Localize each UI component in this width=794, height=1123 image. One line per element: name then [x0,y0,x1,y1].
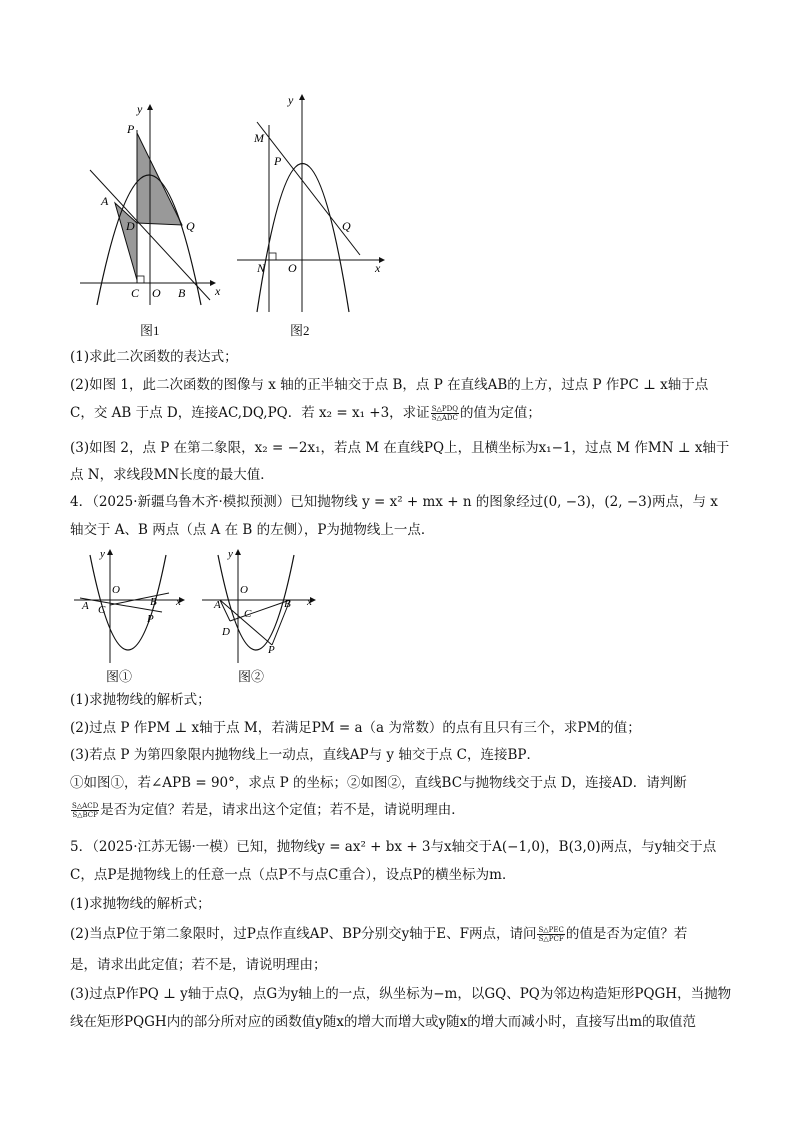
fraction-pdq-adc: $\frac{\text{S△PDQ}}{\text{S△ADC}}$ [431,405,458,422]
figure-4-caption: 图② [238,669,265,684]
label-o: O [288,261,297,275]
label-n: N [257,261,266,275]
q4-part3-sub-cont: $\frac{\text{S△ACD}}{\text{S△BCP}}$ 是否为定值？若是，请求出这个定值；若不是，请说明理由． [72,802,465,819]
label-a: A [101,194,109,208]
label-p: P [147,613,154,625]
fraction-pec-pcf: $\frac{\text{S△PEC}}{\text{S△PCF}}$ [538,926,564,943]
figure-3-caption: 图① [106,669,133,684]
figure-3 [72,545,197,669]
q3-part1: (1)求此二次函数的表达式； [70,349,238,365]
figure-1 [75,95,225,314]
label-a: A [82,600,89,612]
line-ap [220,600,272,645]
label-m: M [254,131,264,145]
label-p: P [274,154,282,168]
q4-part2: (2)过点 P 作PM ⊥ x轴于点 M，若满足PM = a（a 为常数）的点有且只有三个，求PM的值； [70,720,641,736]
figure-4 [200,545,325,669]
label-p: P [268,644,275,656]
q5-stem: 5．（2025·江苏无锡·一模）已知，抛物线y = ax² + bx + 3与x轴交于A(−1,0)，B(3,0)两点，与y轴交于点 [70,839,717,855]
label-q: Q [342,219,351,233]
label-x: x [215,284,221,298]
triangle-adc [115,203,137,280]
label-o: O [112,584,120,596]
label-x: x [375,261,381,275]
q4-part3-sub: ①如图①，若∠APB = 90°，求点 P 的坐标；②如图②，直线BC与抛物线交于点 D，连接AD．请判断 [70,775,687,791]
fraction-acd-bcp: $\frac{\text{S△ACD}}{\text{S△BCP}}$ [72,802,99,819]
figure-2-diagram [232,90,392,315]
label-q: Q [186,219,195,233]
label-c: C [98,604,106,616]
label-c: C [131,286,140,300]
q5-stem-cont: C，点P是抛物线上的任意一点（点P不与点C重合），设点P的横坐标为m． [70,867,516,883]
label-c: C [244,608,252,620]
label-o: O [152,286,161,300]
label-d: D [222,626,230,638]
label-d: D [126,219,135,233]
label-y: y [100,548,105,560]
figure-2 [232,90,392,319]
label-y: y [137,102,143,116]
label-b: B [150,596,157,608]
figure-1-caption: 图1 [140,323,160,338]
q5-part1: (1)求抛物线的解析式； [70,896,211,912]
q3-part3: (3)如图 2，点 P 在第二象限，x₂ = −2x₁，若点 M 在直线PQ上，且横坐标为x₁−1，过点 M 作MN ⊥ x轴于 [70,440,730,456]
label-b: B [178,286,186,300]
line-pq [257,122,360,255]
label-b: B [284,598,291,610]
triangle-pdq [137,133,182,225]
label-a: A [214,599,221,611]
right-angle-mark [269,253,276,260]
figure-3-diagram [72,545,197,665]
parabola [257,164,349,313]
figure-4-diagram [200,545,325,665]
q3-part2-cont: C，交 AB 于点 D，连接AC,DQ,PQ．若 x₂ = x₁ +3，求证 $\frac{\text{S△PDQ}}{\text{S△ADC}}$ 的值为定值； [70,405,541,422]
label-p: P [127,122,135,136]
line-ad [220,600,230,621]
q5-part3-cont: 线在矩形PQGH内的部分所对应的函数值y随x的增大而增大或y随x的增大而减小时，直接写出m的取值范 [70,1014,696,1030]
q5-part2: (2)当点P位于第二象限时，过P点作直线AP、BP分别交y轴于E、F两点，请问 $\frac{\text{S△PEC}}{\text{S△PCF}}$ 的值是否为定值？若 [70,926,688,943]
q3-part3-cont: 点 N，求线段MN长度的最大值． [70,467,274,483]
label-y: y [228,548,233,560]
figure-1-diagram [75,95,225,310]
q4-stem-cont: 轴交于 A、B 两点（点 A 在 B 的左侧），P为抛物线上一点． [70,522,435,538]
q4-part3: (3)若点 P 为第四象限内抛物线上一动点，直线AP与 y 轴交于点 C，连接BP． [70,747,540,763]
figure-2-caption: 图2 [290,323,310,338]
q4-stem: 4．（2025·新疆乌鲁木齐·模拟预测）已知抛物线 y = x² + mx + n 的图象经过(0, −3)，(2, −3)两点，与 x [70,494,718,510]
label-x: x [307,596,312,608]
right-angle-mark [137,276,144,283]
label-x: x [176,596,181,608]
q5-part3: (3)过点P作PQ ⊥ y轴于点Q，点G为y轴上的一点，纵坐标为−m，以GQ、PQ为邻边构造矩形PQGH，当抛物 [70,986,732,1002]
q5-part2-cont: 是，请求出此定值；若不是，请说明理由； [70,957,327,973]
label-y: y [288,93,294,107]
q4-part1: (1)求抛物线的解析式； [70,692,211,708]
q3-part2: (2)如图 1，此二次函数的图像与 x 轴的正半轴交于点 B，点 P 在直线AB的上方，过点 P 作PC ⊥ x轴于点 [70,377,709,393]
label-o: O [240,584,248,596]
